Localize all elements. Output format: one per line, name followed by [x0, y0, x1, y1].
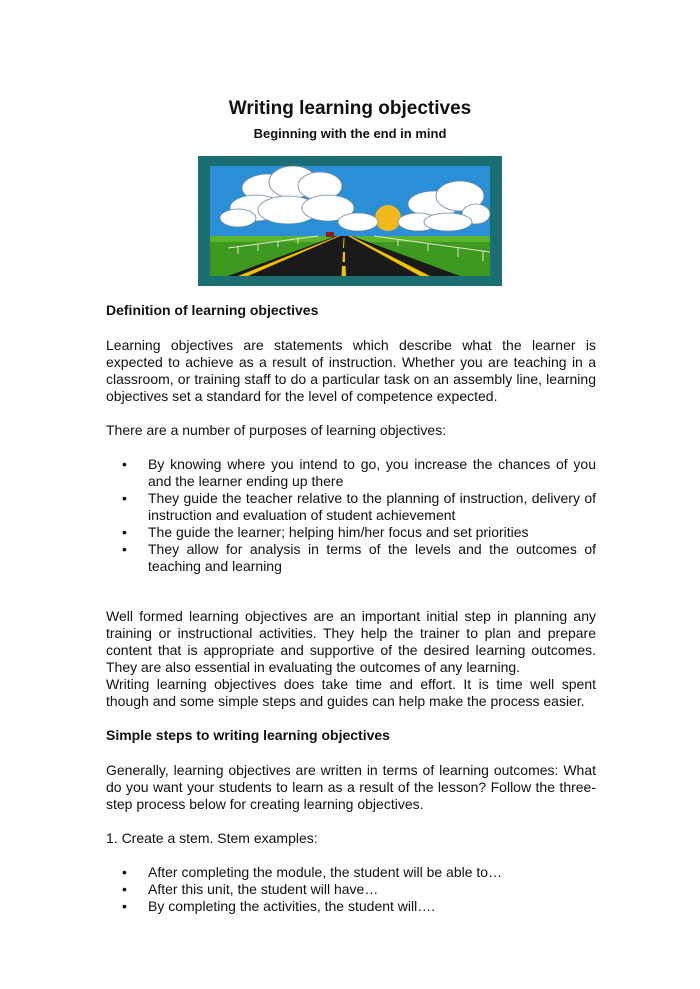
- paragraph-time-effort: Writing learning objectives does take time and effort. It is time well spent though and some simple steps and guides can help make the process easier.: [106, 676, 596, 709]
- list-item: • After completing the module, the student will be able to…: [122, 864, 503, 880]
- list-item: • By knowing where you intend to go, you increase the chances of you and the learner ending up there: [122, 456, 596, 489]
- document-subtitle: Beginning with the end in mind: [253, 126, 447, 141]
- bullet-icon: •: [122, 456, 127, 472]
- stem-examples-list: [106, 864, 596, 915]
- section-heading-definition: Definition of learning objectives: [106, 302, 319, 318]
- bullet-icon: •: [122, 881, 127, 897]
- paragraph-well-formed: Well formed learning objectives are an important initial step in planning any training or instructional activities. They help the trainer to plan and prepare content that is appropriate and supportive of the desired learning outcomes. They are also essential in evaluating the outcomes of any learning.: [106, 608, 596, 675]
- bullet-icon: •: [122, 524, 127, 540]
- bullet-icon: •: [122, 898, 127, 914]
- highway-landscape-illustration: [198, 156, 502, 286]
- bullet-icon: •: [122, 864, 127, 880]
- paragraph-generally: Generally, learning objectives are written in terms of learning outcomes: What do you want your students to learn as a result of the lesson? Follow the three-step process below for creating learning objectives.: [106, 762, 596, 812]
- list-item: • After this unit, the student will have…: [122, 881, 379, 897]
- list-item: • They guide the teacher relative to the planning of instruction, delivery of instruction and evaluation of student achievement: [122, 490, 596, 523]
- document-title: Writing learning objectives: [228, 98, 472, 119]
- paragraph-definition: Learning objectives are statements which describe what the learner is expected to achieve as a result of instruction. Whether you are teaching in a classroom, or training staff to do a particular task on an assembly line, learning objectives set a standard for the level of competence expected.: [106, 337, 596, 404]
- section-heading-simple-steps: Simple steps to writing learning objectives: [106, 727, 390, 743]
- list-item: • By completing the activities, the student will….: [122, 898, 436, 914]
- paragraph-purposes-intro: There are a number of purposes of learning objectives:: [106, 422, 447, 438]
- bullet-icon: •: [122, 541, 127, 557]
- list-item: • The guide the learner; helping him/her focus and set priorities: [122, 524, 529, 540]
- list-item: • They allow for analysis in terms of the levels and the outcomes of teaching and learning: [122, 541, 596, 574]
- bullet-icon: •: [122, 490, 127, 506]
- step-1-label: 1. Create a stem. Stem examples:: [106, 830, 318, 846]
- purposes-list: [106, 456, 596, 575]
